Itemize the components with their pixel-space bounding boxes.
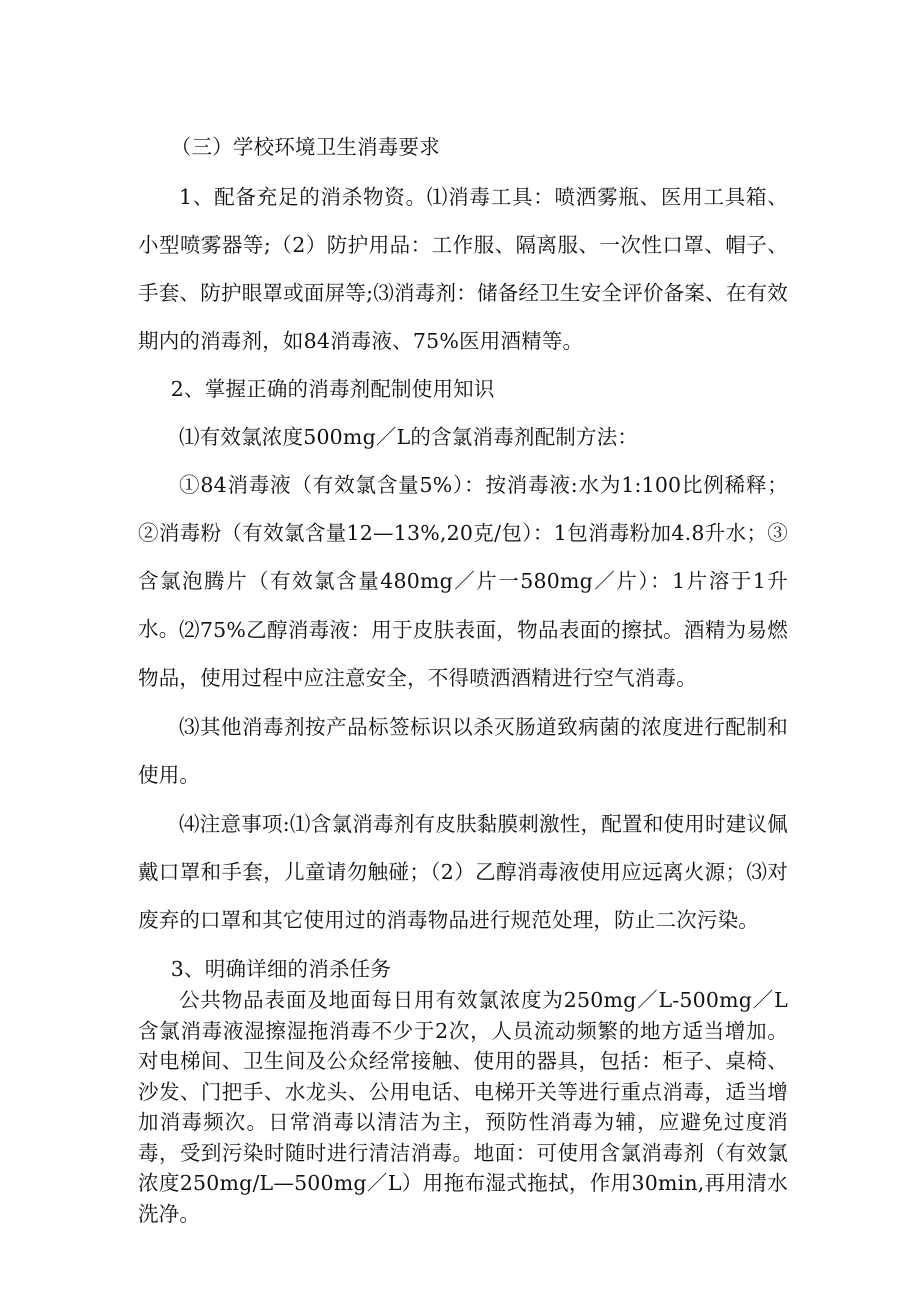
item2-sub4-paragraph: ⑷注意事项:⑴含氯消毒剂有皮肤黏膜刺激性，配置和使用时建议佩戴口罩和手套，儿童请勿触碰；（2）乙醇消毒液使用应远离火源；⑶对废弃的口罩和其它使用过的消毒物品进行规范处理，防止二次污染。 [138,812,788,932]
item2-sub3-paragraph: ⑶其他消毒剂按产品标签标识以杀灭肠道致病菌的浓度进行配制和使用。 [138,715,788,787]
item3-heading: 3、明确详细的消杀任务 [170,957,392,981]
section-heading: （三）学校环境卫生消毒要求 [170,135,440,159]
item2-sub1-body: ①84消毒液（有效氯含量5%）：按消毒液:水为1:100比例稀释；②消毒粉（有效氯含量12—13%,20克/包）：1包消毒粉加4.8升水；③含氯泡腾片（有效氯含量480mg／片一580mg／片）：1片溶于1升水。 [138,473,788,641]
item1-paragraph: 1、配备充足的消杀物资。⑴消毒工具：喷洒雾瓶、医用工具箱、小型喷雾器等;（2）防护用品：工作服、隔离服、一次性口罩、帽子、手套、防护眼罩或面屏等;⑶消毒剂：储备经卫生安全评价备案、在有效期内的消毒剂，如84消毒液、75%医用酒精等。 [138,185,788,353]
item2-sub1-heading: ⑴有效氯浓度500mg／L的含氯消毒剂配制方法： [179,425,639,449]
item2-heading: 2、掌握正确的消毒剂配制使用知识 [170,377,495,401]
item3-body: 公共物品表面及地面每日用有效氯浓度为250mg／L-500mg／L含氯消毒液湿擦湿拖消毒不少于2次，人员流动频繁的地方适当增加。对电梯间、卫生间及公众经常接触、使用的器具，包括：柜子、桌椅、沙发、门把手、水龙头、公用电话、电梯开关等进行重点消毒，适当增加消毒频次。日常消毒以清洁为主，预防性消毒为辅，应避免过度消毒，受到污染时随时进行清洁消毒。地面：可使用含氯消毒剂（有效氯浓度250mg/L—500mg／L）用拖布湿式拖拭，作用30min,再用清水洗净。 [138,988,788,1226]
item2-sub2-paragraph: ⑵75%乙醇消毒液：用于皮肤表面，物品表面的擦拭。酒精为易燃物品，使用过程中应注意安全，不得喷洒酒精进行空气消毒。 [138,618,788,690]
